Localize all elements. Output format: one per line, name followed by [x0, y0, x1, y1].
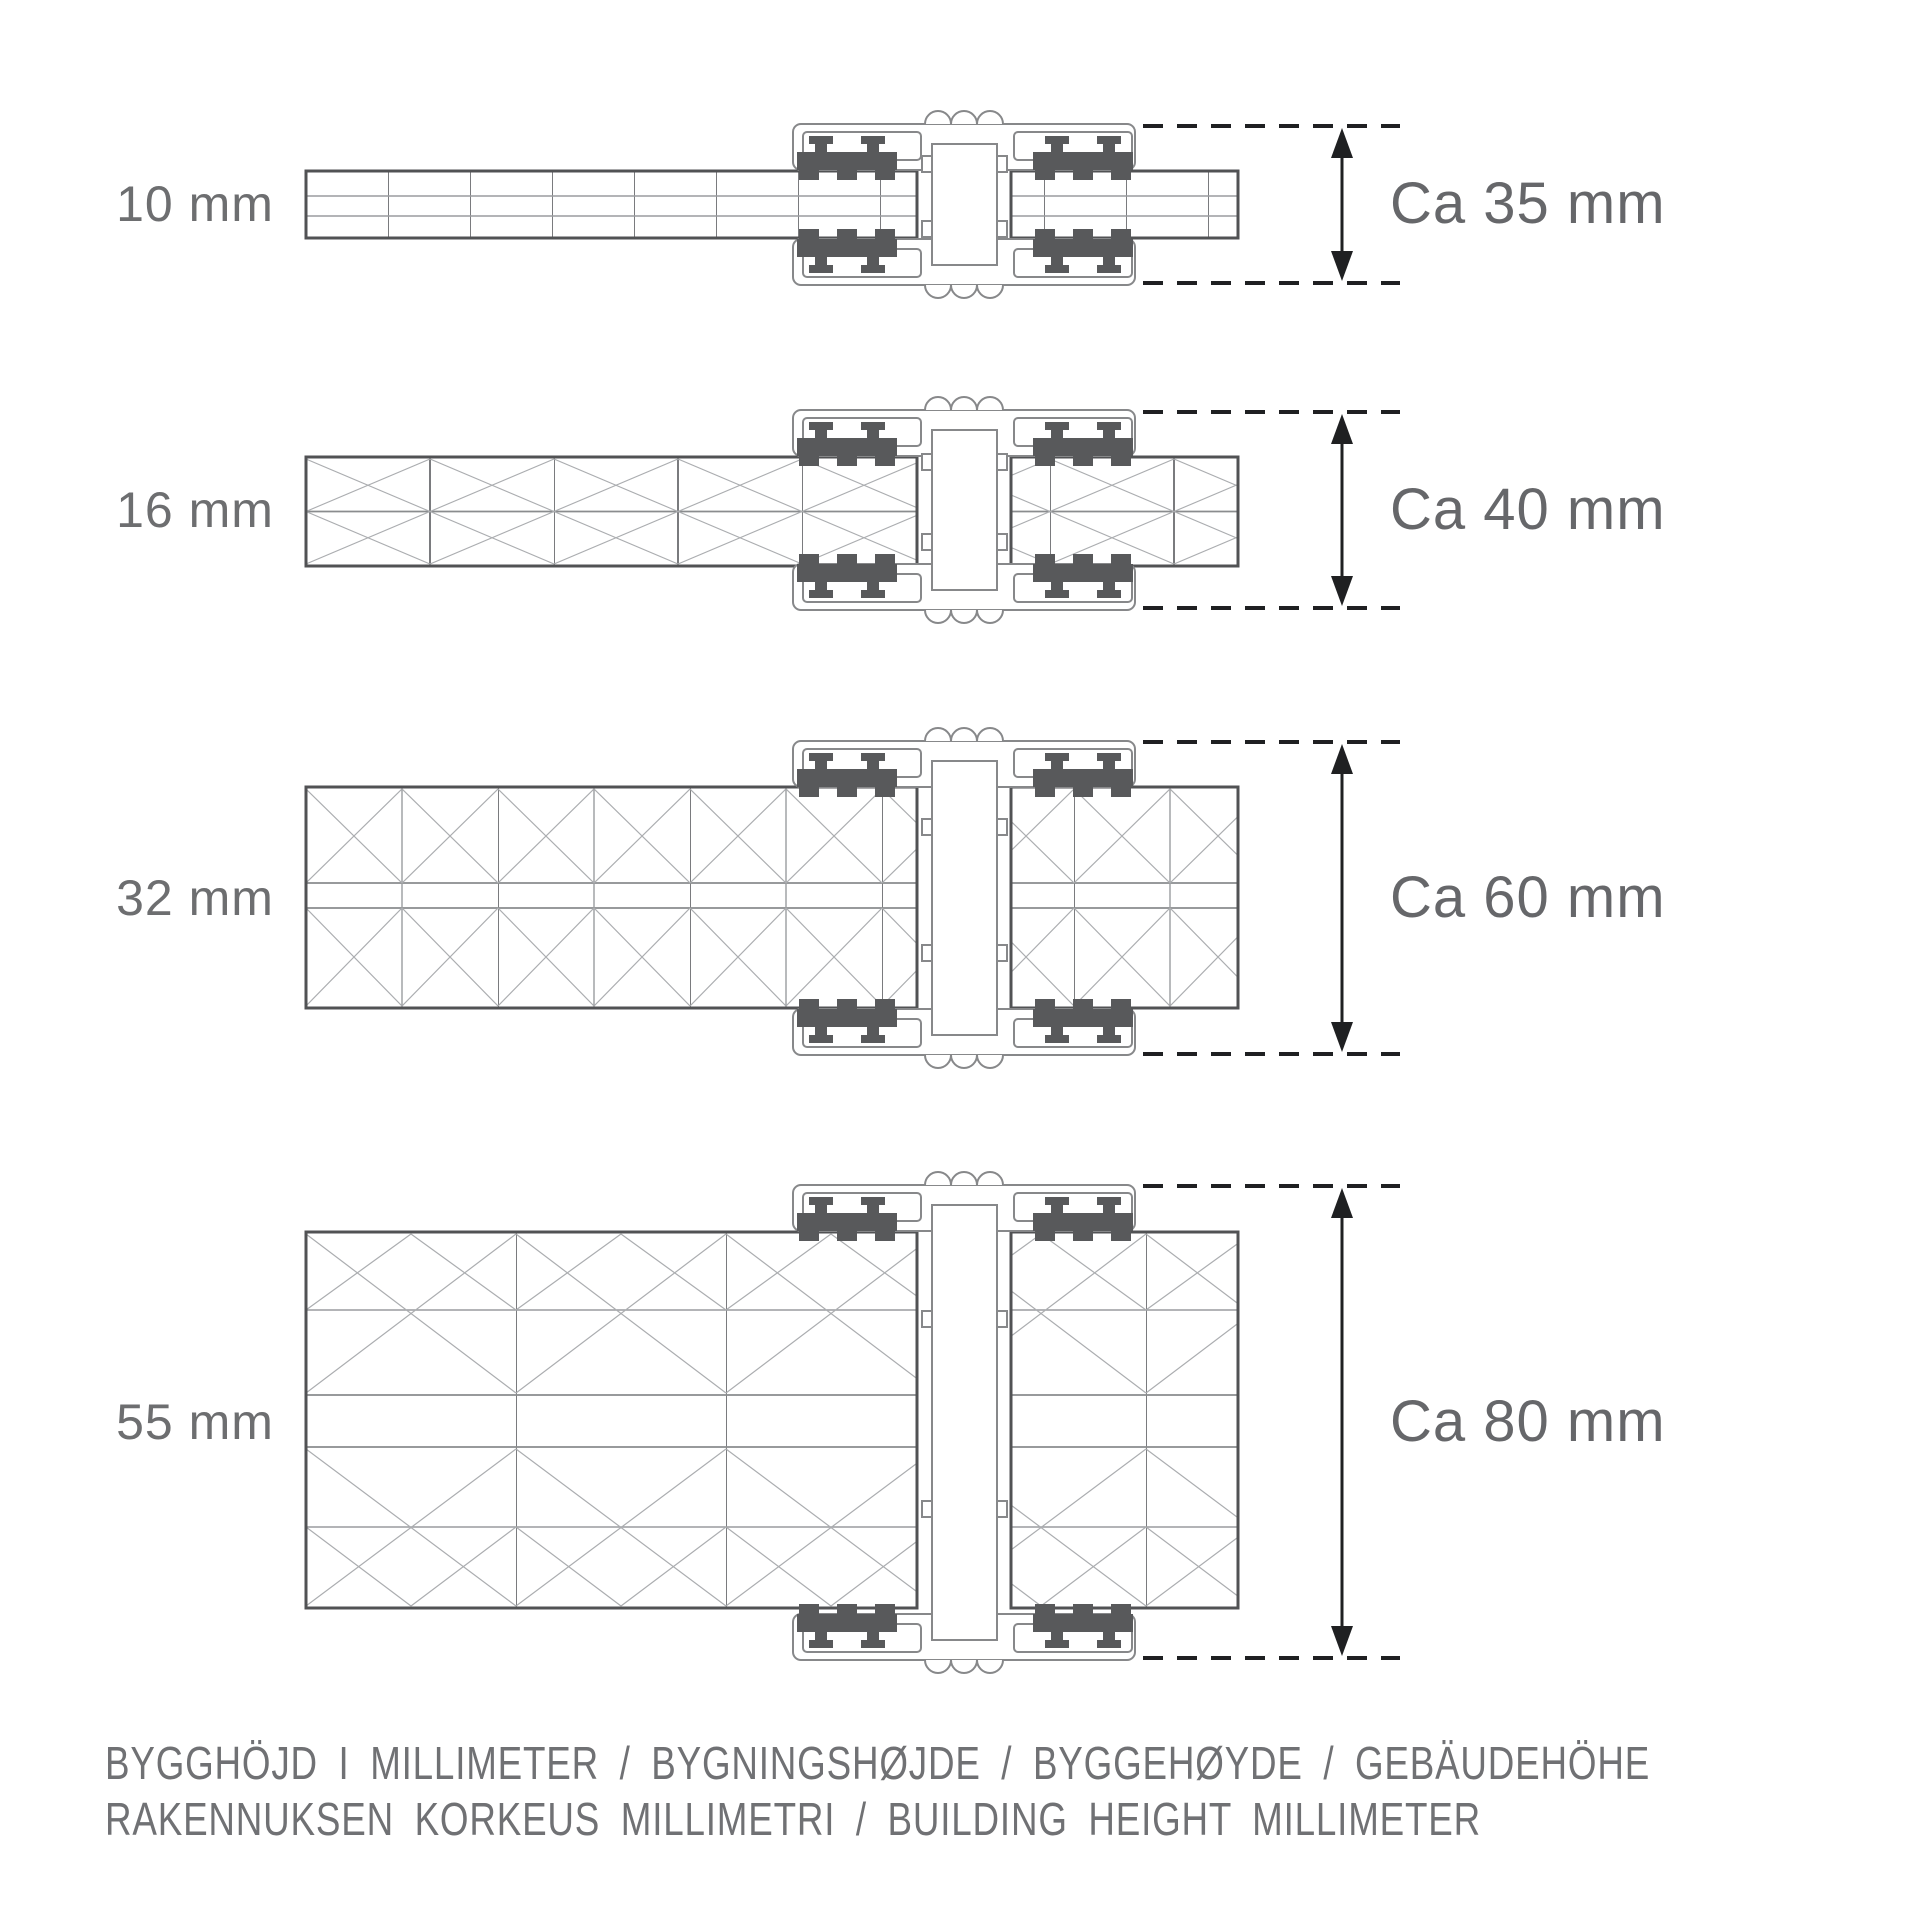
- building-height-label-60mm: Ca 60 mm: [1390, 865, 1666, 930]
- connector-center-channel: [932, 144, 997, 265]
- panel-cross-section-left: [306, 171, 917, 238]
- panel-thickness-label-10mm: 10 mm: [116, 176, 274, 232]
- footer-caption-line-2: [105, 1786, 1825, 1852]
- building-height-label-40mm: Ca 40 mm: [1390, 477, 1666, 542]
- footer-caption-line-1-text: BYGGHÖJD I MILLIMETER / BYGNINGSHØJDE / BYGGEHØYDE / GEBÄUDEHÖHE: [105, 1737, 1651, 1789]
- panel-thickness-label-55mm: 55 mm: [116, 1394, 274, 1450]
- row-55mm-graphic: [306, 1172, 1400, 1673]
- panel-cross-section-left: [306, 457, 917, 566]
- connector-center-channel: [932, 1205, 997, 1640]
- connector-center-channel: [932, 761, 997, 1035]
- connector-center-channel: [932, 430, 997, 590]
- building-height-label-35mm: Ca 35 mm: [1390, 171, 1666, 236]
- panel-cross-section-left: [306, 787, 917, 1008]
- panel-cross-section-right: [1011, 171, 1238, 238]
- panel-thickness-label-32mm: 32 mm: [116, 870, 274, 926]
- row-16mm-graphic: [306, 397, 1400, 623]
- footer-caption-line-2-text: RAKENNUKSEN KORKEUS MILLIMETRI / BUILDING HEIGHT MILLIMETER: [105, 1793, 1481, 1845]
- panel-thickness-label-16mm: 16 mm: [116, 482, 274, 538]
- panel-cross-section-left: [306, 1232, 917, 1608]
- building-height-label-80mm: Ca 80 mm: [1390, 1389, 1666, 1454]
- row-32mm-graphic: [306, 728, 1400, 1068]
- panel-cross-section-right: [1011, 787, 1238, 1008]
- panel-cross-section-right: [1011, 457, 1238, 566]
- panel-cross-section-right: [1011, 1232, 1238, 1608]
- row-10mm-graphic: [306, 111, 1400, 298]
